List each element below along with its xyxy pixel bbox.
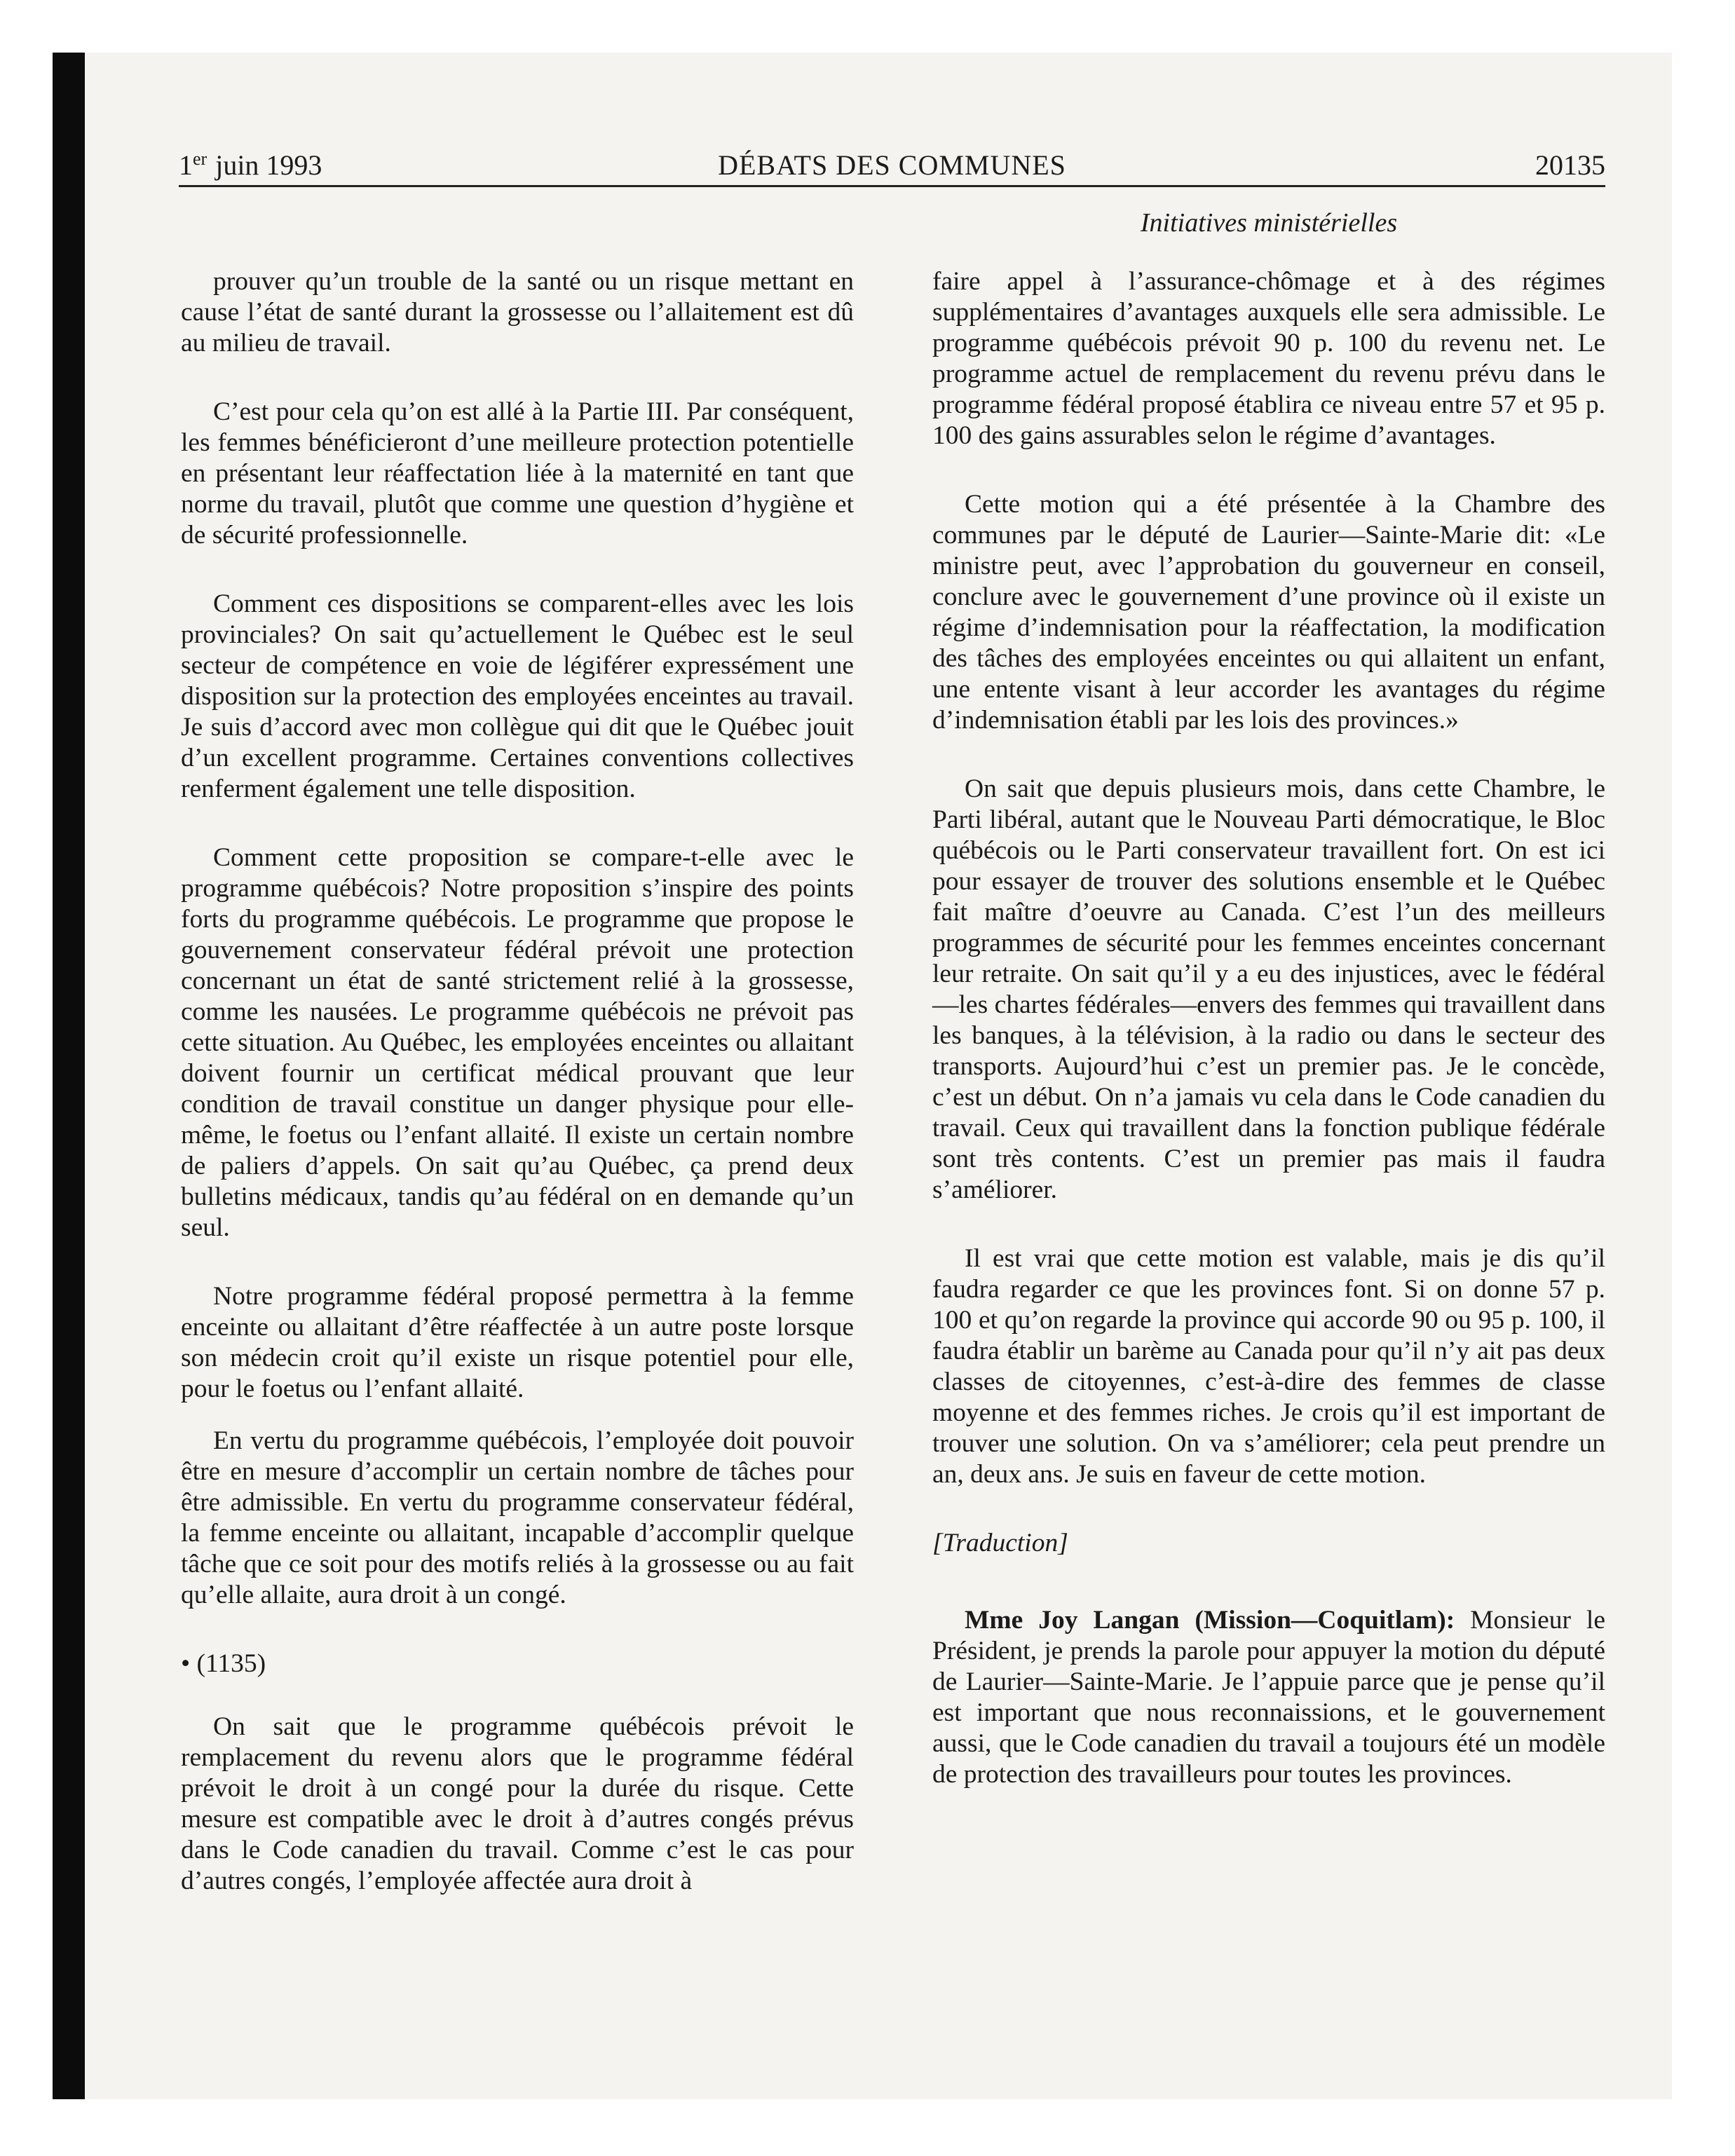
running-head [179,144,1605,186]
section-label: Initiatives ministérielles [1140,208,1398,238]
paragraph: Comment ces dispositions se comparent-elles avec les lois provinciales? On sait qu’actuellement le Québec est le seul secteur de compétence en voie de légiférer expressément une disposition sur la protection des employées enceintes au travail. Je suis d’accord avec mon collègue qui dit que le Québec jouit d’un excellent programme. Certaines conventions collectives renferment également une telle disposition. [181,589,854,803]
page-number: 20135 [1535,149,1605,181]
speaker-name: Mme Joy Langan (Mission—Coquitlam): [965,1606,1455,1635]
right-column [932,266,1605,1828]
speech-paragraph [932,1605,1605,1790]
header-date: 1er juin 1993 [179,149,322,181]
paragraph: En vertu du programme québécois, l’employée doit pouvoir être en mesure d’accomplir un certain nombre de tâches pour être admissible. En vertu du programme conservateur fédéral, la femme enceinte ou allaitant, incapable d’accomplir quelque tâche que ce soit pour des motifs reliés à la grossesse ou au fait qu’elle allaite, aura droit à un congé. [181,1426,854,1609]
paragraph: On sait que le programme québécois prévoit le remplacement du revenu alors que le programme fédéral prévoit le droit à un congé pour la durée du risque. Cette mesure est compatible avec le droit à d’autres congés prévus dans le Code canadien du travail. Comme c’est le cas pour d’autres congés, l’employée affectée aura droit à [181,1712,854,1895]
paragraph: Notre programme fédéral proposé permettra à la femme enceinte ou allaitant d’être réaffectée à un autre poste lorsque son médecin croit qu’il existe un risque potentiel pour elle, pour le foetus ou l’enfant allaité. [181,1282,854,1403]
scan-shadow-edge [53,53,85,2099]
paragraph: Il est vrai que cette motion est valable, mais je dis qu’il faudra regarder ce que les provinces font. Si on donne 57 p. 100 et qu’on regarde la province qui accorde 90 ou 95 p. 100, il faudra établir un barème au Canada pour qu’il n’y ait pas deux classes de citoyennes, c’est-à-dire des femmes de classe moyenne et des femmes riches. Je crois qu’il est important de trouver une solution. On va s’améliorer; cela peut prendre un an, deux ans. Je suis en faveur de cette motion. [932,1244,1605,1489]
paragraph: On sait que depuis plusieurs mois, dans cette Chambre, le Parti libéral, autant que le Nouveau Parti démocratique, le Bloc québécois ou le Parti conservateur travaillent fort. On est ici pour essayer de trouver des solutions ensemble et le Québec fait maître d’oeuvre au Canada. C’est l’un des meilleurs programmes de sécurité pour les femmes enceintes concernant leur retraite. On sait qu’il y a eu des injustices, avec le fédéral—les chartes fédérales—envers des femmes qui travaillent dans les banques, à la télévision, à la radio ou dans le secteur des transports. Aujourd’hui c’est un premier pas. Je le concède, c’est un début. On n’a jamais vu cela dans le Code canadien du travail. Ceux qui travaillent dans la fonction publique fédérale sont très contents. C’est un premier pas mais il faudra s’améliorer. [932,775,1605,1204]
left-column [181,266,854,1935]
paragraph: faire appel à l’assurance-chômage et à des régimes supplémentaires d’avantages auxquels elle sera admissible. Le programme québécois prévoit 90 p. 100 du revenu net. Le programme actuel de remplacement du revenu prévu dans le programme fédéral proposé établira ce niveau entre 57 et 95 p. 100 des gains assurables selon le régime d’avantages. [932,267,1605,450]
paragraph: C’est pour cela qu’on est allé à la Partie III. Par conséquent, les femmes bénéficieront d’une meilleure protection potentielle en présentant leur réaffectation liée à la maternité en tant que norme du travail, plutôt que comme une question d’hygiène et de sécurité professionnelle. [181,397,854,550]
paragraph: prouver qu’un trouble de la santé ou un risque mettant en cause l’état de santé durant la grossesse ou l’allaitement est dû au milieu de travail. [181,267,854,357]
header-rule [179,185,1605,187]
translation-label: [Traduction] [932,1529,1068,1557]
header-title: DÉBATS DES COMMUNES [718,149,1066,181]
speech-text: Monsieur le Président, je prends la parole pour appuyer la motion du député de Laurier—Sainte-Marie. Je l’appuie parce que je pense qu’il est important que nous reconnaissions, et le gouvernement aussi, que le Code canadien du travail a toujours été un modèle de protection des travailleurs pour toutes les provinces. [932,1606,1605,1789]
time-marker: • (1135) [181,1649,266,1678]
paragraph: Cette motion qui a été présentée à la Chambre des communes par le député de Laurier—Sainte-Marie dit: «Le ministre peut, avec l’approbation du gouverneur en conseil, conclure avec le gouvernement d’une province où il existe un régime d’indemnisation pour la réaffectation, la modification des tâches des employées enceintes ou qui allaitent un enfant, une entente visant à leur accorder les avantages du régime d’indemnisation établi par les lois des provinces.» [932,490,1605,735]
paragraph: Comment cette proposition se compare-t-elle avec le programme québécois? Notre proposition s’inspire des points forts du programme québécois. Le programme que propose le gouvernement conservateur fédéral prévoit une protection concernant un état de santé strictement relié à la grossesse, comme les nausées. Le programme québécois ne prévoit pas cette situation. Au Québec, les employées enceintes ou allaitant doivent fournir un certificat médical prouvant que leur condition de travail constitue un danger physique pour elle-même, le foetus ou l’enfant allaité. Il existe un certain nombre de paliers d’appels. On sait qu’au Québec, ça prend deux bulletins médicaux, tandis qu’au fédéral on en demande qu’un seul. [181,843,854,1242]
